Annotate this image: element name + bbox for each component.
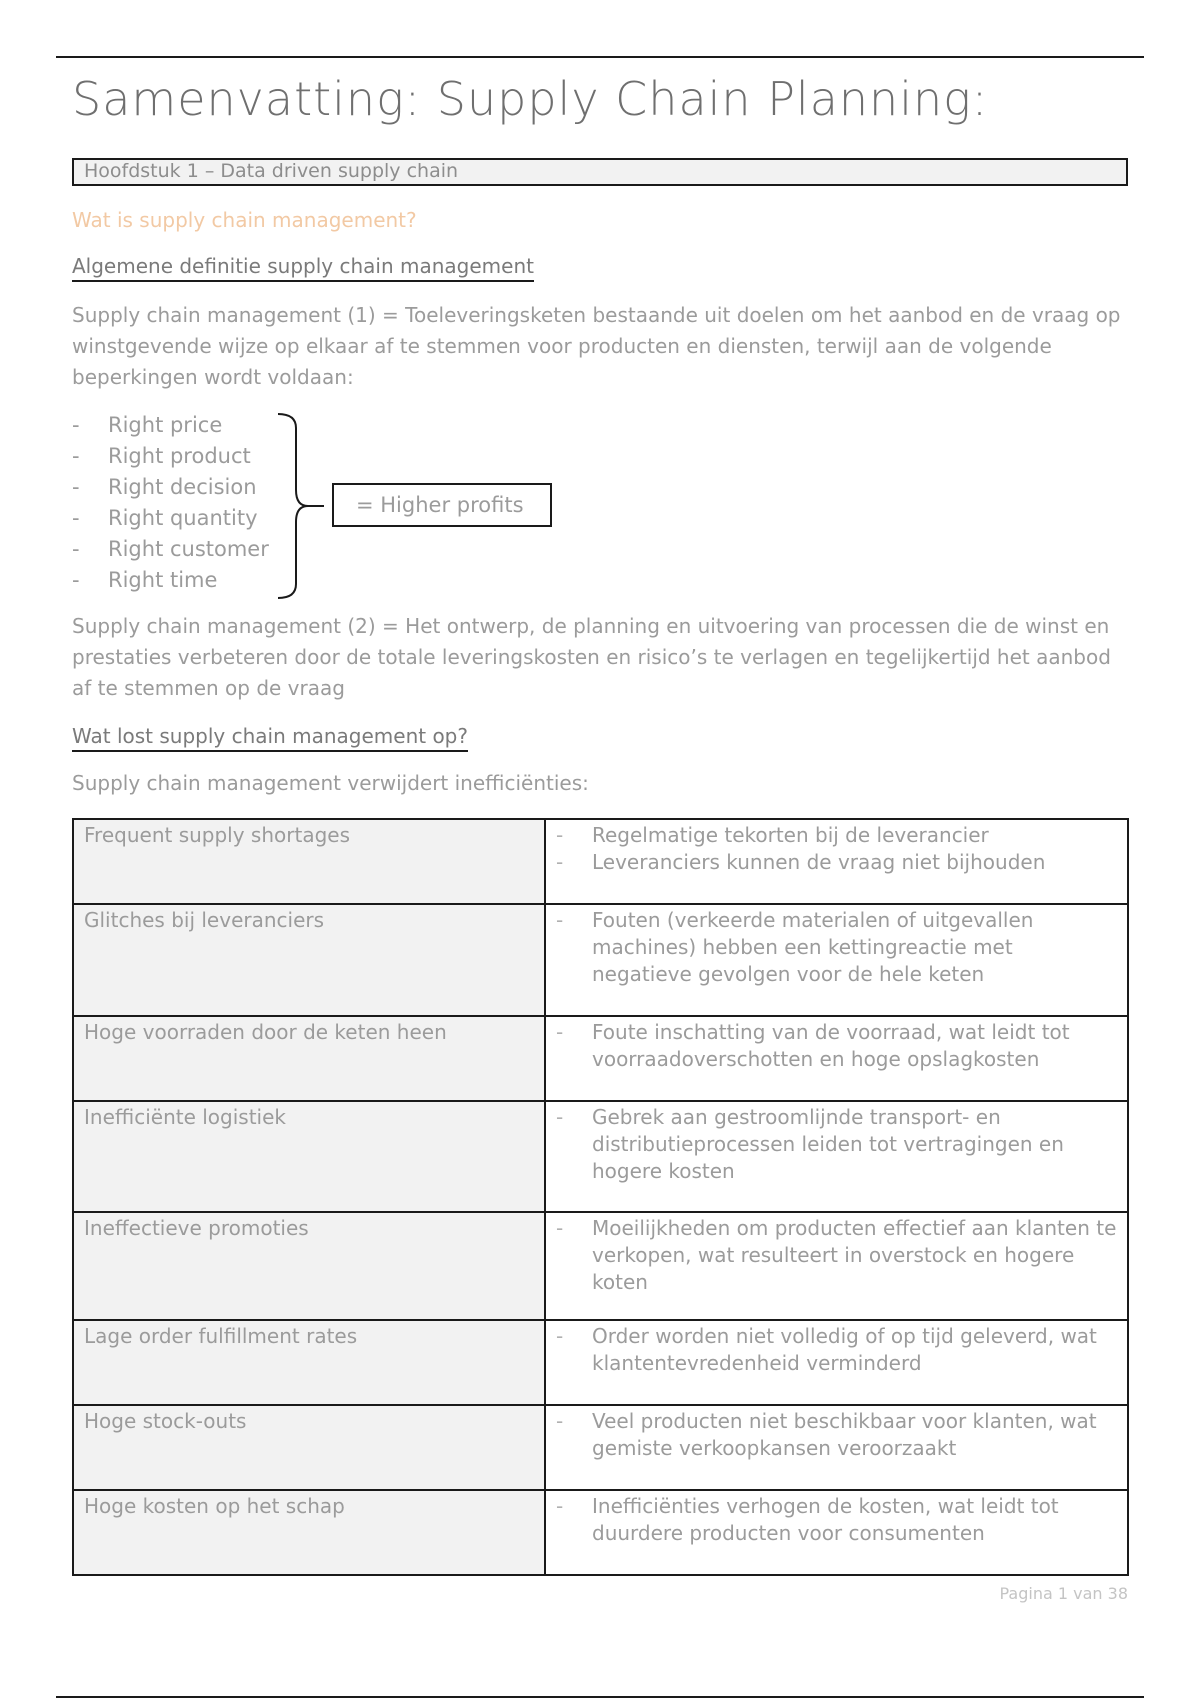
list-item: - Right decision [72, 475, 257, 499]
table-row [73, 1101, 1128, 1212]
table-row [73, 1212, 1128, 1320]
list-item: - Inefficiënties verhogen de kosten, wat leidt tot duurdere producten voor consumenten [556, 1493, 1117, 1547]
description-cell [545, 1490, 1128, 1575]
table-row [73, 1016, 1128, 1101]
description-cell [545, 904, 1128, 1016]
problem-cell: Hoge kosten op het schap [73, 1490, 545, 1575]
list-item: - Regelmatige tekorten bij de leverancier [556, 822, 1117, 849]
chapter-heading: Hoofdstuk 1 – Data driven supply chain [72, 158, 1128, 186]
table-row [73, 819, 1128, 904]
list-item: - Right price [72, 413, 223, 437]
definition-1: Supply chain management (1) = Toeleveringsketen bestaande uit doelen om het aanbod en de vraag op winstgevende wijze op elkaar af te stemmen voor producten en diensten, terwijl aan de volgende beperkingen wordt voldaan: [72, 303, 1121, 389]
description-cell [545, 1405, 1128, 1490]
list-item: - Moeilijkheden om producten effectief aan klanten te verkopen, wat resulteert in overstock en hogere koten [556, 1215, 1117, 1296]
list-item: - Veel producten niet beschikbaar voor klanten, wat gemiste verkoopkansen veroorzaakt [556, 1408, 1117, 1462]
definition-2: Supply chain management (2) = Het ontwerp, de planning en uitvoering van processen die de winst en prestaties verbeteren door de totale leveringskosten en risico’s te verlagen en tegelijkertijd het aanbod af te stemmen op de vraag [72, 614, 1111, 700]
list-item: - Fouten (verkeerde materialen of uitgevallen machines) hebben een kettingreactie met negatieve gevolgen voor de hele keten [556, 907, 1117, 988]
inefficiencies-intro: Supply chain management verwijdert inefficiënties: [72, 771, 589, 795]
solves-heading: Wat lost supply chain management op? [72, 724, 468, 752]
description-cell [545, 1320, 1128, 1405]
list-item: - Right quantity [72, 506, 258, 530]
table-row [73, 904, 1128, 1016]
problem-cell: Hoge voorraden door de keten heen [73, 1016, 545, 1101]
description-cell [545, 819, 1128, 904]
problem-cell: Lage order fulfillment rates [73, 1320, 545, 1405]
list-item: - Right time [72, 568, 218, 592]
list-item: - Leveranciers kunnen de vraag niet bijhouden [556, 849, 1117, 876]
top-rule [56, 56, 1144, 58]
table-row [73, 1320, 1128, 1405]
inefficiencies-table [72, 818, 1129, 1576]
problem-cell: Ineffectieve promoties [73, 1212, 545, 1320]
problem-cell: Glitches bij leveranciers [73, 904, 545, 1016]
list-item: - Gebrek aan gestroomlijnde transport- en distributieprocessen leiden tot vertragingen en hogere kosten [556, 1104, 1117, 1185]
section-question: Wat is supply chain management? [72, 208, 417, 232]
definition-heading: Algemene definitie supply chain management [72, 254, 534, 282]
curly-brace-icon [276, 410, 326, 602]
table-row [73, 1490, 1128, 1575]
problem-cell: Hoge stock-outs [73, 1405, 545, 1490]
problem-cell: Frequent supply shortages [73, 819, 545, 904]
table-row [73, 1405, 1128, 1490]
list-item: - Order worden niet volledig of op tijd geleverd, wat klantentevredenheid verminderd [556, 1323, 1117, 1377]
list-item: - Right customer [72, 537, 269, 561]
description-cell [545, 1016, 1128, 1101]
page-title: Samenvatting: Supply Chain Planning: [72, 72, 989, 126]
list-item: - Right product [72, 444, 251, 468]
list-item: - Foute inschatting van de voorraad, wat leidt tot voorraadoverschotten en hoge opslagkosten [556, 1019, 1117, 1073]
higher-profits-box: = Higher profits [332, 483, 552, 527]
problem-cell: Inefficiënte logistiek [73, 1101, 545, 1212]
rights-list [72, 410, 269, 596]
bottom-rule [56, 1696, 1144, 1698]
page-number: Pagina 1 van 38 [999, 1584, 1128, 1603]
description-cell [545, 1101, 1128, 1212]
description-cell [545, 1212, 1128, 1320]
